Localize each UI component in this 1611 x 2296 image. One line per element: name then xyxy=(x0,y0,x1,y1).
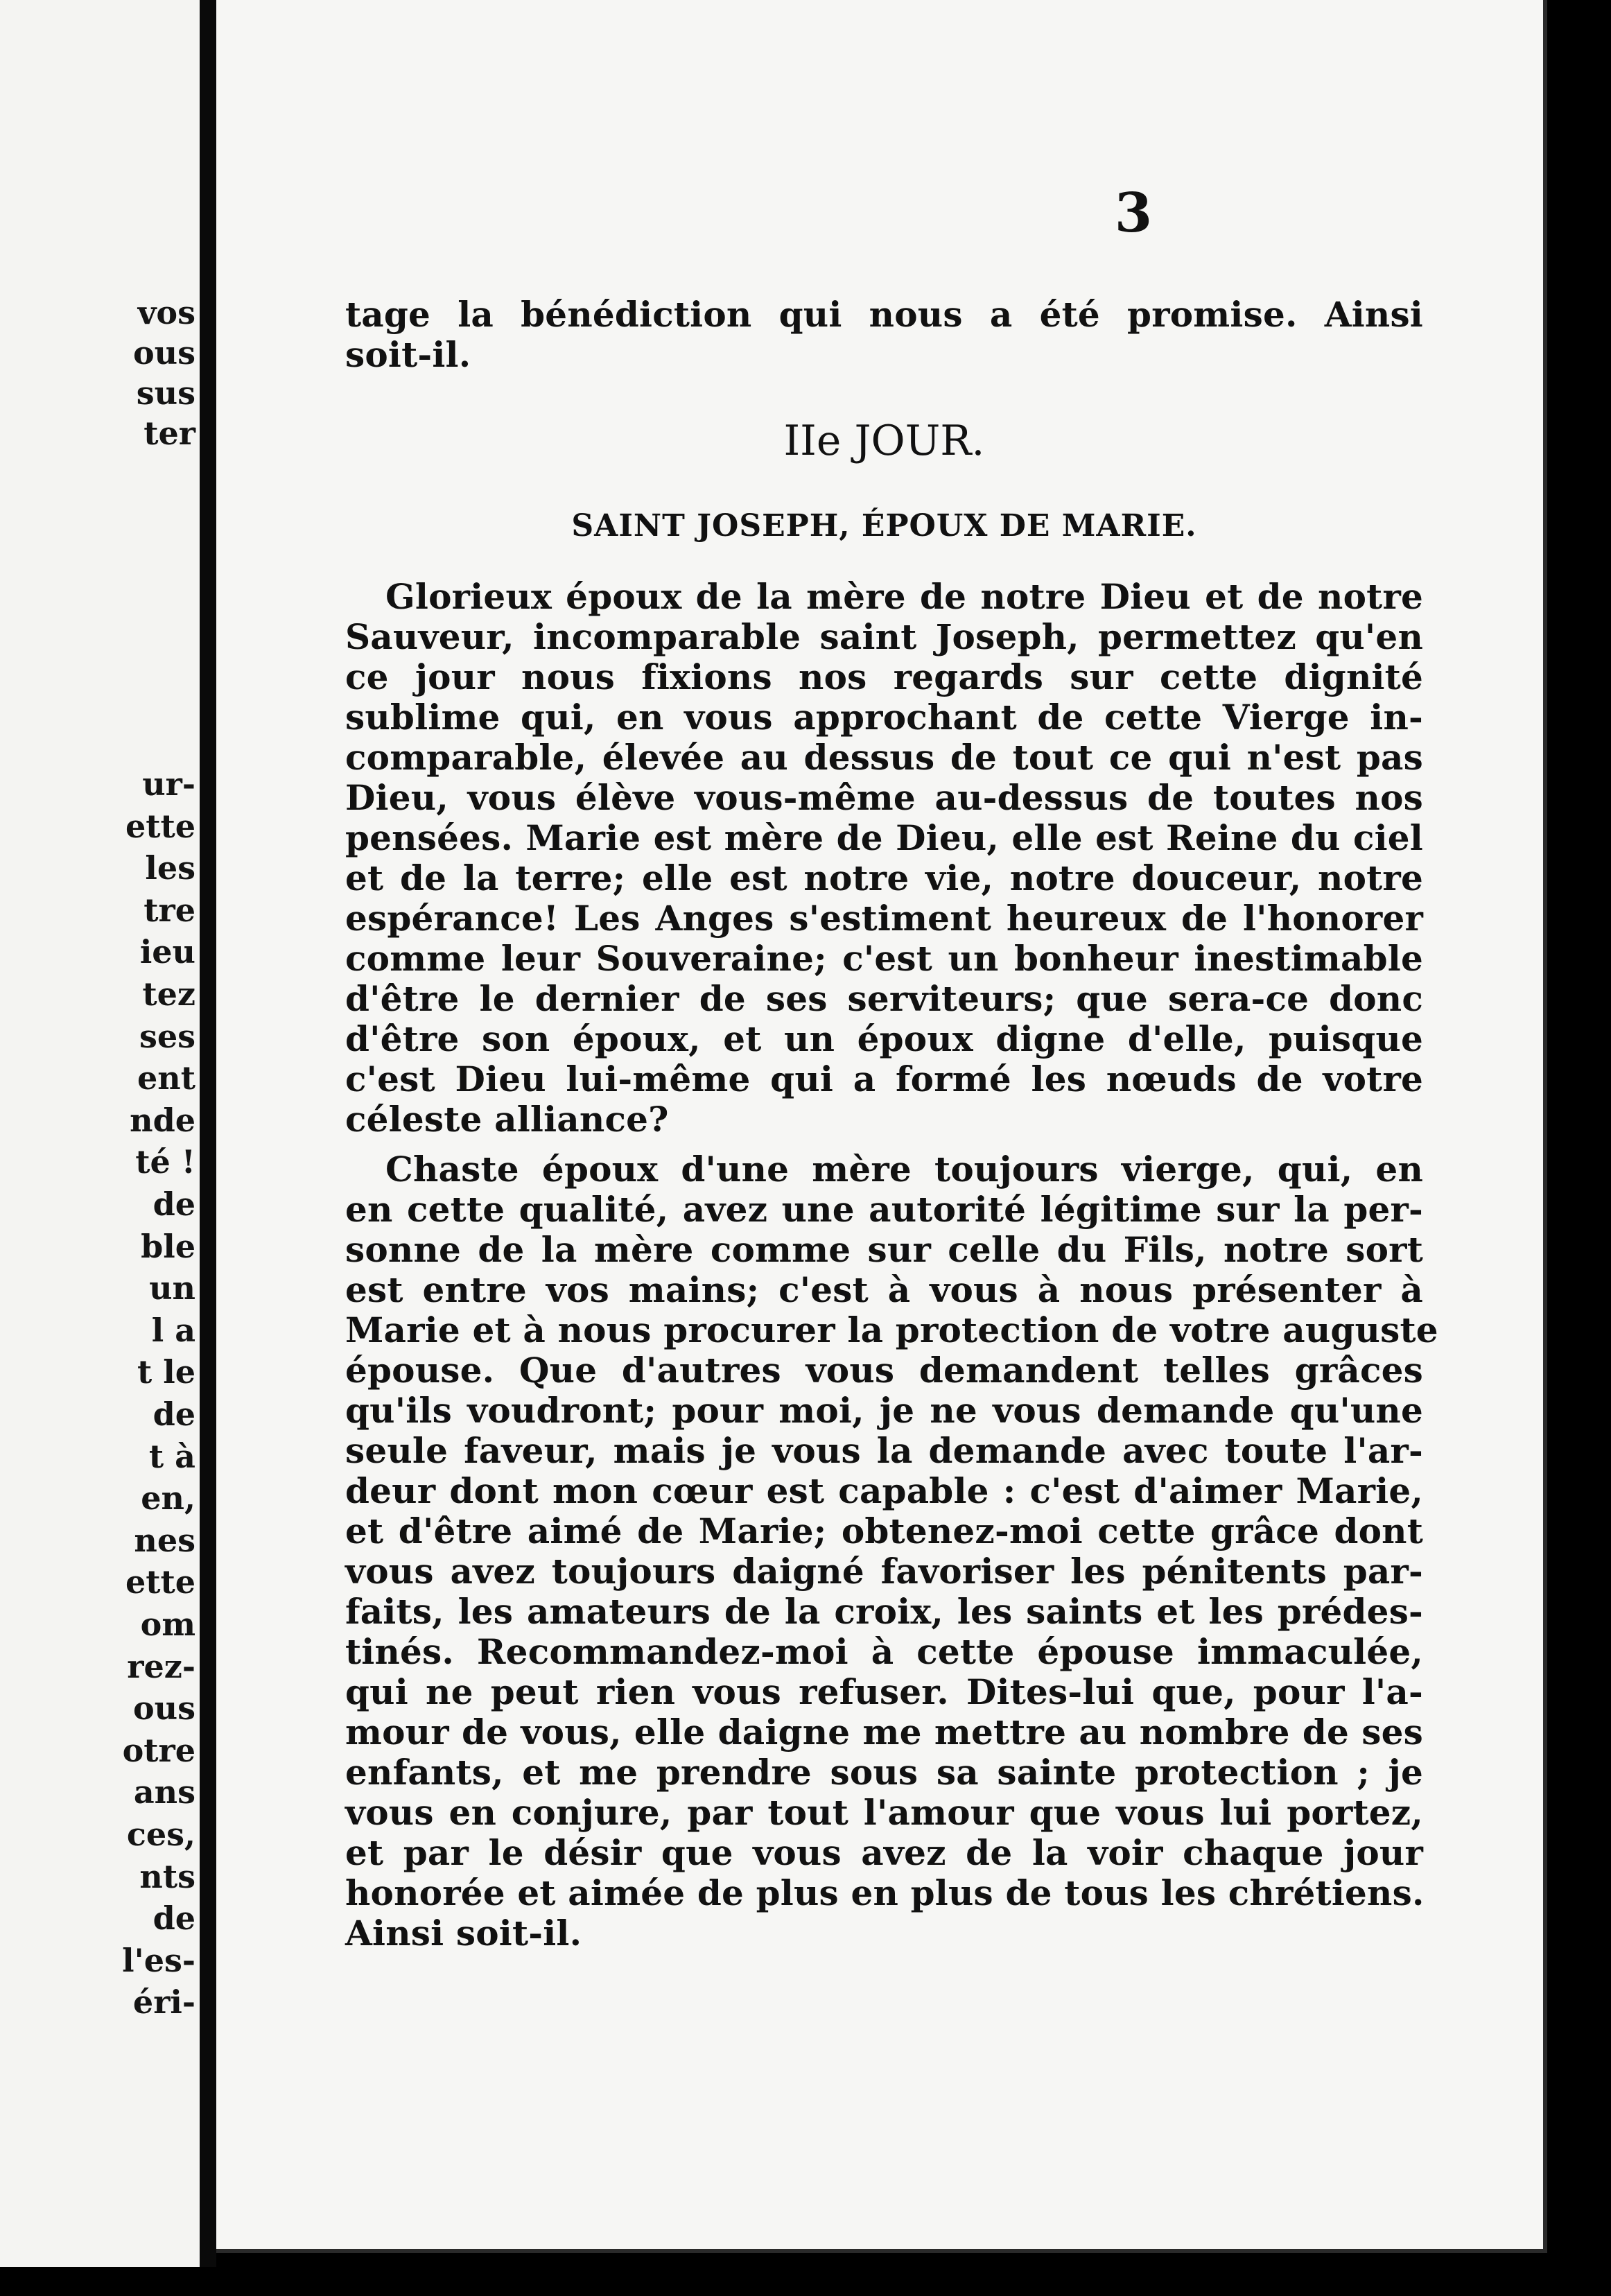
facing-page-line: vos xyxy=(137,294,195,331)
text-line: pensées. Marie est mère de Dieu, elle est Reine du ciel xyxy=(345,817,1423,858)
facing-page-line: de xyxy=(153,1395,195,1433)
text-line: Sauveur, incomparable saint Joseph, permettez qu'en xyxy=(345,616,1423,657)
chapter-title: IIe JOUR. xyxy=(783,417,985,465)
paragraph xyxy=(345,1149,1438,1954)
text-line: mour de vous, elle daigne me mettre au nombre de ses xyxy=(345,1712,1423,1753)
facing-page-line: ans xyxy=(133,1773,195,1811)
text-line: sonne de la mère comme sur celle du Fils, notre sort xyxy=(345,1229,1423,1270)
text-line: faits, les amateurs de la croix, les saints et les prédes- xyxy=(345,1591,1423,1632)
facing-page-line: té ! xyxy=(135,1143,195,1181)
facing-page-line: un xyxy=(149,1269,195,1307)
facing-page-line: ieu xyxy=(139,933,195,971)
facing-page-line: ous xyxy=(132,1689,195,1728)
text-line: c'est Dieu lui-même qui a formé les nœuds de votre xyxy=(345,1059,1423,1099)
text-line: vous en conjure, par tout l'amour que vous lui portez, xyxy=(345,1792,1423,1833)
facing-page-line: ous xyxy=(132,334,195,372)
facing-page-line: les xyxy=(145,849,195,887)
paragraph xyxy=(345,577,1423,1140)
text-line: Dieu, vous élève vous-même au-dessus de toutes nos xyxy=(345,777,1423,818)
facing-page-line: t le xyxy=(137,1353,195,1391)
text-line: tage la bénédiction qui nous a été promise. Ainsi xyxy=(345,294,1423,335)
facing-page-line: sus xyxy=(136,374,195,412)
facing-page-line: ette xyxy=(125,807,195,845)
facing-page-line: otre xyxy=(122,1731,195,1769)
facing-page-line: ces, xyxy=(126,1816,195,1853)
text-line: en cette qualité, avez une autorité légitime sur la per- xyxy=(345,1189,1423,1230)
text-line: qu'ils voudront; pour moi, je ne vous demande qu'une xyxy=(345,1390,1423,1431)
facing-page-line: ses xyxy=(139,1017,195,1055)
facing-page-line: nes xyxy=(134,1521,195,1559)
text-line: Chaste époux d'une mère toujours vierge, qui, en xyxy=(385,1149,1423,1190)
book-page xyxy=(216,0,1547,2253)
text-line: qui ne peut rien vous refuser. Dites-lui que, pour l'a- xyxy=(345,1671,1423,1712)
section-title: SAINT JOSEPH, ÉPOUX DE MARIE. xyxy=(571,508,1197,543)
text-line: Ainsi soit-il. xyxy=(345,1913,582,1954)
text-line: céleste alliance? xyxy=(345,1099,669,1140)
text-line: tinés. Recommandez-moi à cette épouse immaculée, xyxy=(345,1631,1423,1672)
facing-page-line: l'es- xyxy=(122,1941,195,1979)
facing-page-line: om xyxy=(140,1606,195,1643)
text-line: et d'être aimé de Marie; obtenez-moi cette grâce dont xyxy=(345,1511,1423,1551)
facing-page-line: en, xyxy=(141,1479,195,1517)
facing-page-line: nde xyxy=(130,1101,195,1139)
facing-page-line: tez xyxy=(142,975,195,1013)
facing-page-line: tre xyxy=(143,891,195,929)
facing-page-line: rez- xyxy=(127,1647,195,1685)
facing-page-line: l a xyxy=(151,1311,195,1349)
text-line: deur dont mon cœur est capable : c'est d'aimer Marie, xyxy=(345,1470,1423,1511)
page-number xyxy=(216,182,1547,245)
facing-page xyxy=(0,0,200,2267)
facing-page-line: t à xyxy=(148,1437,195,1475)
text-line: espérance! Les Anges s'estiment heureux de l'honorer xyxy=(345,898,1423,939)
text-line: enfants, et me prendre sous sa sainte protection ; je xyxy=(345,1752,1423,1793)
text-line: sublime qui, en vous approchant de cette Vierge in- xyxy=(345,697,1423,738)
facing-page-line: éri- xyxy=(132,1983,195,2021)
text-line: est entre vos mains; c'est à vous à nous présenter à xyxy=(345,1269,1423,1310)
facing-page-line: ent xyxy=(137,1059,195,1097)
facing-page-line: ur- xyxy=(142,765,195,803)
text-line: ce jour nous fixions nos regards sur cette dignité xyxy=(345,656,1423,697)
text-line: seule faveur, mais je vous la demande avec toute l'ar- xyxy=(345,1430,1423,1471)
text-line: honorée et aimée de plus en plus de tous les chrétiens. xyxy=(345,1872,1425,1913)
text-line: et de la terre; elle est notre vie, notre douceur, notre xyxy=(345,858,1423,898)
text-line: Marie et à nous procurer la protection de votre auguste xyxy=(345,1310,1438,1350)
text-line: comparable, élevée au dessus de tout ce qui n'est pas xyxy=(345,737,1423,778)
page-number-text: 3 xyxy=(1114,182,1153,245)
text-line: d'être son époux, et un époux digne d'elle, puisque xyxy=(345,1018,1423,1059)
page-body xyxy=(345,294,1438,1954)
facing-page-line: nts xyxy=(139,1857,195,1895)
text-line: comme leur Souveraine; c'est un bonheur inestimable xyxy=(345,938,1423,979)
text-line: d'être le dernier de ses serviteurs; que sera-ce donc xyxy=(345,978,1423,1019)
facing-page-line: ble xyxy=(141,1227,195,1265)
opening-lines xyxy=(345,295,1423,375)
facing-page-line: de xyxy=(153,1185,195,1223)
text-line: et par le désir que vous avez de la voir chaque jour xyxy=(345,1832,1423,1873)
text-line: Glorieux époux de la mère de notre Dieu et de notre xyxy=(385,576,1423,617)
text-line: soit-il. xyxy=(345,334,471,375)
facing-page-line: ette xyxy=(125,1563,195,1601)
facing-page-line: ter xyxy=(143,415,195,452)
facing-page-line: de xyxy=(153,1899,195,1938)
page-gutter xyxy=(200,0,216,2267)
text-line: vous avez toujours daigné favoriser les pénitents par- xyxy=(345,1551,1423,1592)
text-line: épouse. Que d'autres vous demandent telles grâces xyxy=(345,1350,1423,1391)
